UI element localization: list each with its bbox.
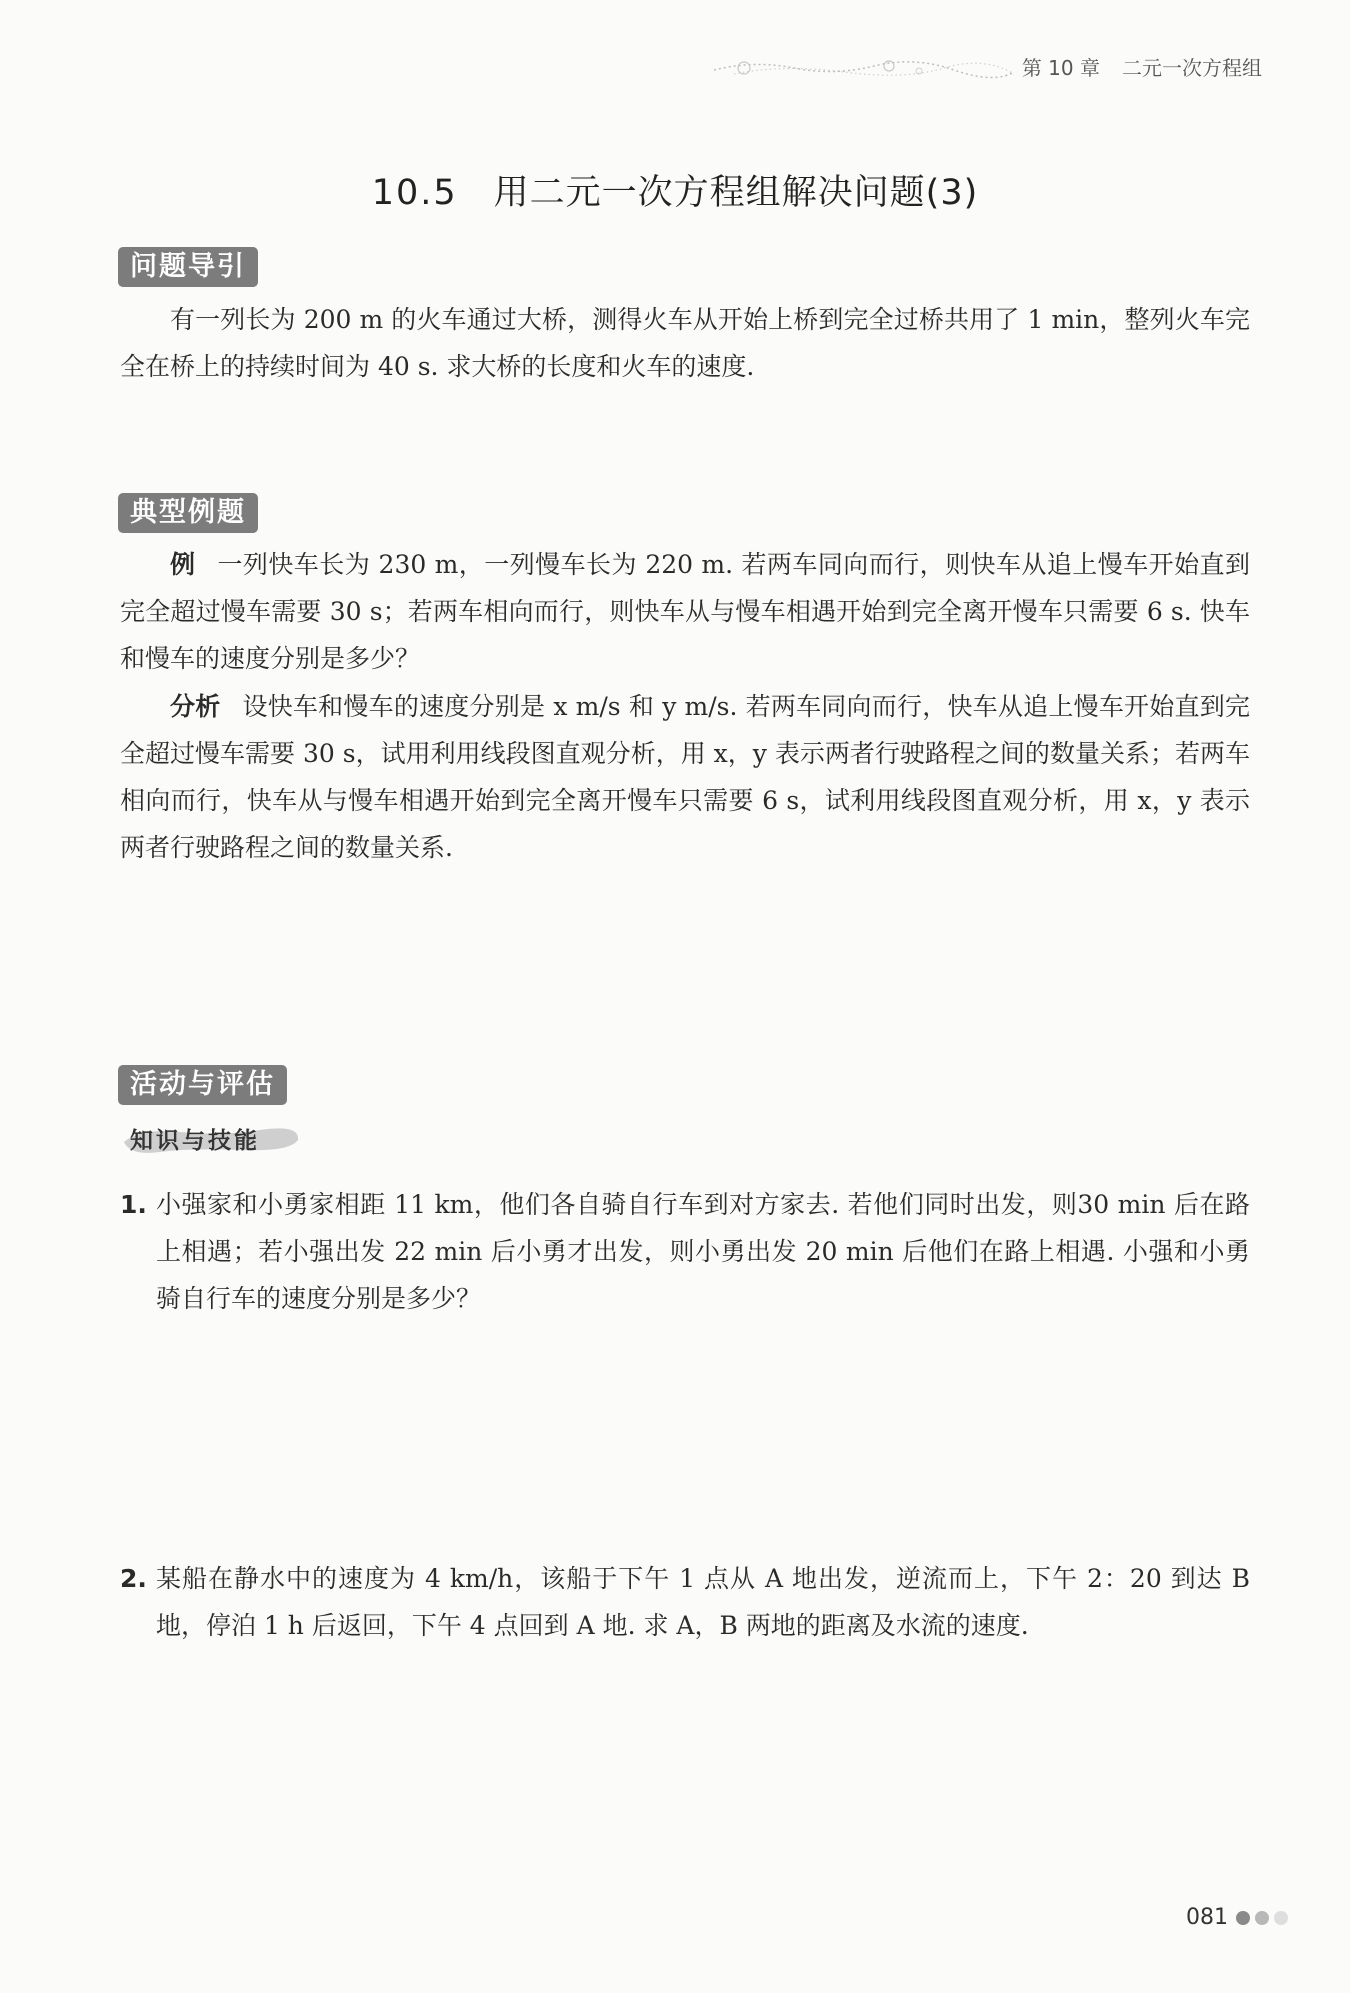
- skills-sub-label-text: 知识与技能: [130, 1128, 260, 1154]
- page-number-text: 081: [1186, 1905, 1228, 1930]
- exercise-text: 小强家和小勇家相距 11 km，他们各自骑自行车到对方家去. 若他们同时出发，则30 min 后在路上相遇；若小强出发 22 min 后小勇才出发，则小勇出发 20 min 后他们在路上相遇. 小强和小勇骑自行车的速度分别是多少？: [156, 1190, 1250, 1313]
- exercise-number: 1.: [120, 1190, 147, 1219]
- example-section-label: 典型例题: [118, 493, 258, 533]
- page-title: [0, 165, 1350, 215]
- dot-icon: [1236, 1911, 1250, 1925]
- dot-icon: [1274, 1911, 1288, 1925]
- chapter-number: 第 10 章: [1021, 56, 1100, 80]
- analysis-keyword: 分析: [170, 692, 221, 721]
- decorative-dots-icon: [714, 54, 1014, 80]
- chapter-title: 二元一次方程组: [1122, 56, 1262, 80]
- exercise-text: 某船在静水中的速度为 4 km/h，该船于下午 1 点从 A 地出发，逆流而上，下午 2：20 到达 B 地，停泊 1 h 后返回，下午 4 点回到 A 地. 求 A，B 两地的距离及水流的速度.: [156, 1564, 1250, 1640]
- activity-section-label: 活动与评估: [118, 1065, 287, 1105]
- example-text: 一列快车长为 230 m，一列慢车长为 220 m. 若两车同向而行，则快车从追上慢车开始直到完全超过慢车需要 30 s；若两车相向而行，则快车从与慢车相遇开始到完全离开慢车只需要 6 s. 快车和慢车的速度分别是多少？: [120, 550, 1250, 673]
- intro-paragraph: 有一列长为 200 m 的火车通过大桥，测得火车从开始上桥到完全过桥共用了 1 min，整列火车完全在桥上的持续时间为 40 s. 求大桥的长度和火车的速度.: [120, 305, 1250, 381]
- intro-section-label: 问题导引: [118, 247, 258, 287]
- dot-icon: [1255, 1911, 1269, 1925]
- analysis-paragraph: [120, 683, 1250, 871]
- exercise-number: 2.: [120, 1564, 147, 1593]
- running-header: [714, 52, 1262, 81]
- example-keyword: 例: [170, 550, 196, 579]
- exercise-item: [120, 1555, 1250, 1649]
- section-title: 用二元一次方程组解决问题(3): [493, 173, 979, 213]
- analysis-text: 设快车和慢车的速度分别是 x m/s 和 y m/s. 若两车同向而行，快车从追上慢车开始直到完全超过慢车需要 30 s，试用利用线段图直观分析，用 x，y 表示两者行驶路程之间的数量关系；若两车相向而行，快车从与慢车相遇开始到完全离开慢车只需要 6 s，试利用线段图直观分析，用 x，y 表示两者行驶路程之间的数量关系.: [120, 692, 1250, 862]
- page-number: [1186, 1905, 1288, 1930]
- skills-sub-label: [120, 1120, 302, 1156]
- example-paragraph: [120, 541, 1250, 682]
- section-number: 10.5: [371, 173, 458, 213]
- exercise-item: [120, 1181, 1250, 1322]
